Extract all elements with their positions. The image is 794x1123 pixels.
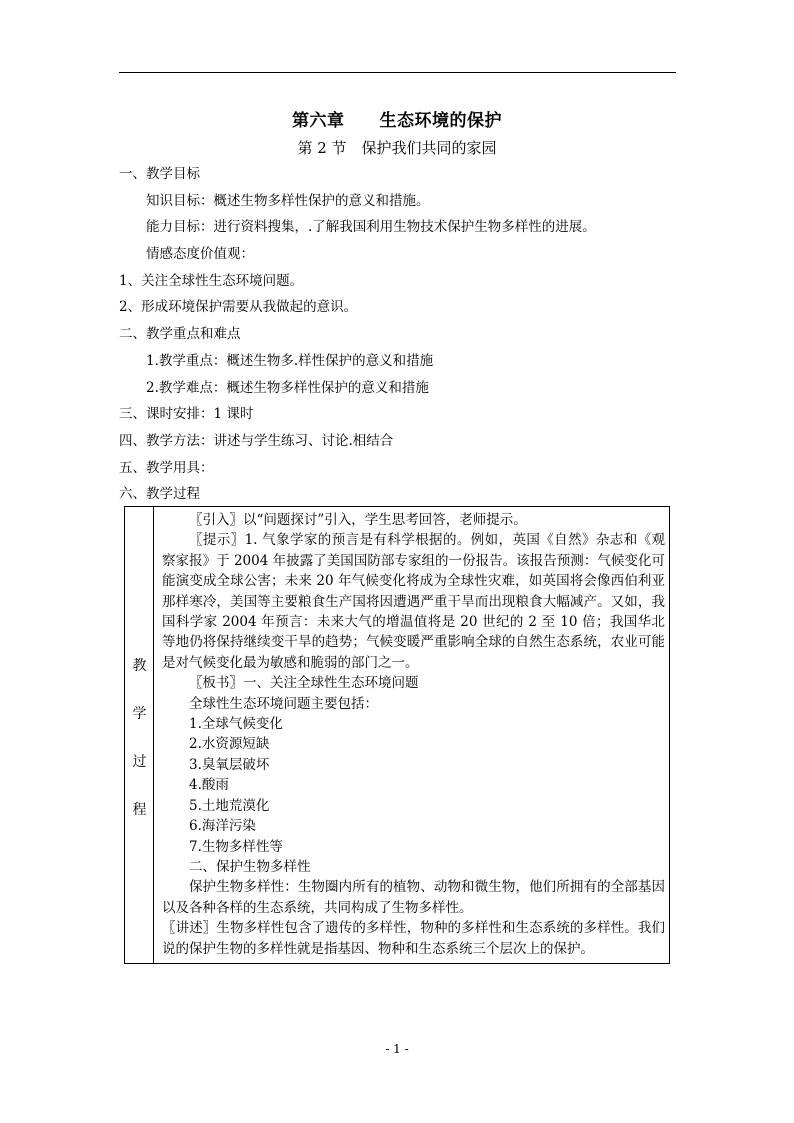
heading-process: 六、教学过程 [119,486,200,502]
heading-schedule: 三、课时安排：1 课时 [119,406,254,422]
side-char: 学 [132,706,147,722]
page-number: - 1 - [385,1042,409,1056]
teaching-process-table [124,506,670,964]
list-item: 1.全球气候变化 [189,716,283,733]
ability-objective: 能力目标：进行资料搜集，.了解我国利用生物技术保护生物多样性的进展。 [146,219,596,235]
lecture-paragraph: 〖讲述〗生物多样性包含了遗传的多样性，物种的多样性和生态系统的多样性。我们说的保护生物的多样性就是指基因、物种和生态系统三个层次上的保护。 [162,920,665,957]
heading-tools: 五、教学用具： [119,460,214,476]
list-item: 2.水资源短缺 [189,736,270,753]
list-item: 7.生物多样性等 [189,838,283,855]
list-item: 6.海洋污染 [189,818,256,835]
biodiversity-heading: 二、保护生物多样性 [189,858,311,875]
knowledge-objective: 知识目标：概述生物多样性保护的意义和措施。 [146,193,430,209]
heading-methods: 四、教学方法：讲述与学生练习、讨论.相结合 [119,433,394,449]
biodiversity-definition: 保护生物多样性：生物圈内所有的植物、动物和微生物，他们所拥有的全部基因以及各种各样的生态系统，共同构成了生物多样性。 [162,879,665,916]
attitude-item-1: 1、关注全球性生态环境问题。 [119,273,304,289]
attitude-item-2: 2、形成环境保护需要从我做起的意识。 [119,299,358,315]
side-char: 教 [132,658,147,674]
hint-paragraph: 〖提示〗1. 气象学家的预言是有科学根据的。例如，英国《自然》杂志和《观察家报》于 2004 年披露了美国国防部专家组的一份报告。该报告预测：气候变化可能演变成全球公害；未来 20 年气候变化将成为全球性灾难，如英国将会像西伯利亚那样寒冷，美国等主要粮食生产国将因遭遇严重干旱而出现粮食大幅减产。又如，我国科学家 2004 年预言：未来大气的增温值将是 20 世纪的 2 至 10 倍；我国华北等地仍将保持继续变干旱的趋势；气候变暖严重影响全球的自然生态系统，农业可能是对气候变化最为敏感和脆弱的部门之一。 [162,532,665,671]
key-point: 1.教学重点：概述生物多.样性保护的意义和措施 [146,353,434,369]
section-title: 第 2 节 保护我们共同的家园 [297,139,497,157]
heading-objectives: 一、教学目标 [119,166,200,182]
heading-key-points: 二、教学重点和难点 [119,326,241,342]
attitude-objective: 情感态度价值观： [146,246,254,262]
chapter-title: 第六章 生态环境的保护 [292,111,502,131]
side-char: 过 [132,754,147,770]
side-label-cell [125,507,154,963]
process-content [162,510,665,959]
difficult-point: 2.教学难点：概述生物多样性保护的意义和措施 [146,380,429,396]
side-char: 程 [132,802,147,818]
intro-paragraph: 〖引入〗以“问题探讨”引入，学生思考回答，老师提示。 [189,512,527,528]
list-item: 3.臭氧层破坏 [189,756,270,773]
issues-intro: 全球性生态环境问题主要包括： [189,695,378,712]
list-item: 4.酸雨 [189,777,229,794]
list-item: 5.土地荒漠化 [189,797,270,814]
header-rule [119,72,676,73]
board-heading: 〖板书〗一、关注全球性生态环境问题 [189,675,419,692]
